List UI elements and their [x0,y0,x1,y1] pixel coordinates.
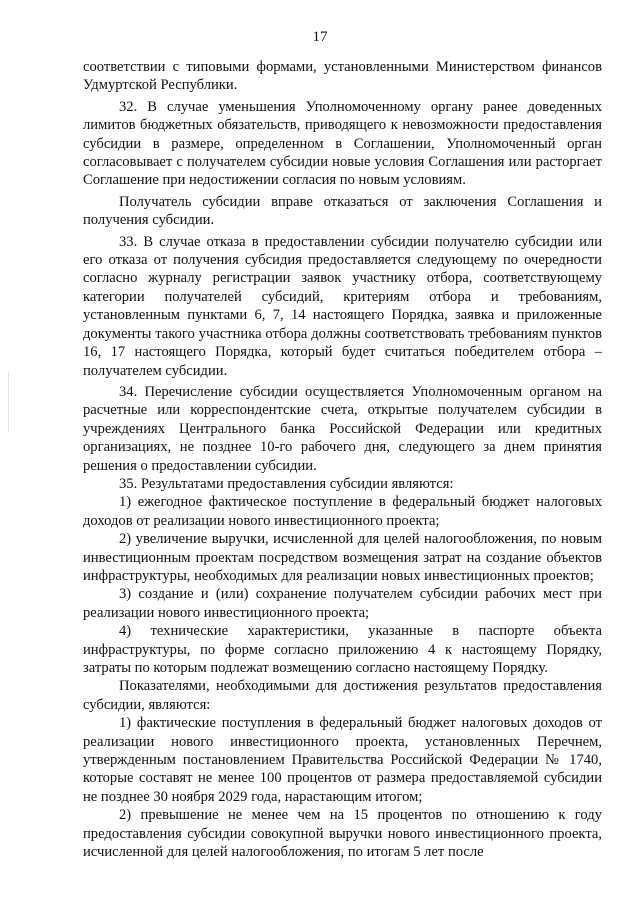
paragraph-continuation: соответствии с типовыми формами, установленными Министерством финансов Удмуртской Республики. [83,59,602,94]
page-number: 17 [312,29,328,45]
scan-margin-mark [8,372,9,432]
list-item-indicator-2: 2) превышение не менее чем на 15 процентов по отношению к году предоставления субсидии совокупной выручки нового инвестиционного проекта, исчисленной для целей налогообложения, по итогам 5 лет после [83,807,602,861]
paragraph-indicators-intro: Показателями, необходимыми для достижения результатов предоставления субсидии, являются: [83,678,602,713]
document-body [83,58,602,861]
list-item-result-2: 2) увеличение выручки, исчисленной для целей налогообложения, по новым инвестиционным проектам посредством возмещения затрат на создание объектов инфраструктуры, необходимых для реализации новых инвестиционных проектов; [83,531,602,584]
paragraph-clause-35: 35. Результатами предоставления субсидии являются: [119,475,454,492]
paragraph-clause-34: 34. Перечисление субсидии осуществляется Уполномоченным органом на расчетные или корреспондентские счета, открытые получателем субсидии в учреждениях Центрального банка Российской Федерации или кредитных организациях, не позднее 10-го рабочего дня, следующего за днем принятия решения о предоставлении субсидии. [83,383,602,474]
list-item-result-3: 3) создание и (или) сохранение получателем субсидии рабочих мест при реализации нового инвестиционного проекта; [83,586,602,621]
paragraph-clause-33: 33. В случае отказа в предоставлении субсидии получателю субсидии или его отказа от получения субсидия предоставляется следующему по очередности согласно журналу регистрации заявок участнику отбора, соответствующему категории получателей субсидий, критериям отбора и требованиям, установленным пунктами 6, 7, 14 настоящего Порядка, заявка и приложенные документы такого участника отбора должны соответствовать требованиям пунктов 16, 17 настоящего Порядка, который будет считаться победителем отбора – получателем субсидии. [83,233,602,379]
list-item-indicator-1: 1) фактические поступления в федеральный бюджет налоговых доходов от реализации нового инвестиционного проекта, установленных Перечнем, утвержденным постановлением Правительства Российской Федерации № 1740, которые составят не менее 100 процентов от размера предоставляемой субсидии не позднее 30 ноября 2029 года, нарастающим итогом; [83,715,602,805]
list-item-result-1: 1) ежегодное фактическое поступление в федеральный бюджет налоговых доходов от реализации нового инвестиционного проекта; [83,494,602,529]
list-item-result-4: 4) технические характеристики, указанные в паспорте объекта инфраструктуры, по форме согласно приложению 4 к настоящему Порядку, затраты по которым подлежат возмещению согласно настоящему Порядку. [83,623,602,676]
paragraph-clause-32: 32. В случае уменьшения Уполномоченному органу ранее доведенных лимитов бюджетных обязательств, приводящего к невозможности предоставления субсидии в размере, определенном в Соглашении, Уполномоченный орган согласовывает с получателем субсидии новые условия Соглашения или расторгает Соглашение при недостижении согласия по новым условиям. [83,98,602,189]
paragraph-refusal-right: Получатель субсидии вправе отказаться от заключения Соглашения и получения субсидии. [83,193,602,229]
